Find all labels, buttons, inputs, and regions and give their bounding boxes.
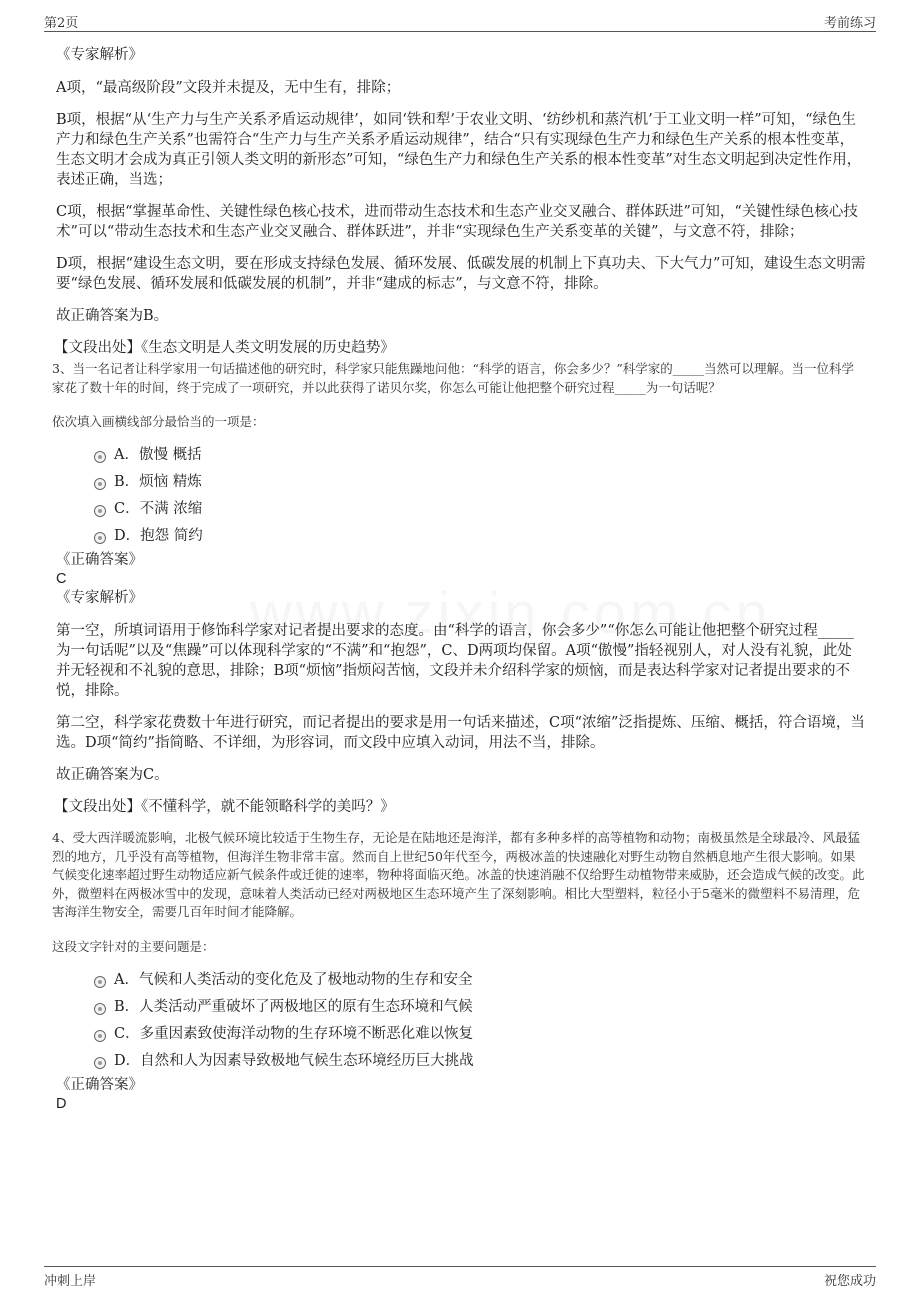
question-3-text: 3、当一名记者让科学家用一句话描述他的研究时，科学家只能焦躁地问他：“科学的语言，你会多少？”科学家的_____当然可以理解。当一位科学家花了数十年的时间，终于完成了一项研究，并以此获得了诺贝尔奖，你怎么可能让他把整个研究过程_____为一句话呢？ — [52, 361, 854, 395]
option-b[interactable]: B．烦恼 精炼 — [94, 472, 866, 499]
analysis-para: A项，“最高级阶段”文段并未提及，无中生有，排除； — [56, 80, 401, 96]
question-4-prompt: 这段文字针对的主要问题是： — [52, 938, 215, 954]
correct-answer-label: 《正确答案》 — [56, 1076, 143, 1093]
source-citation: 【文段出处】《生态文明是人类文明发展的历史趋势》 — [54, 340, 395, 356]
expert-analysis-label: 《专家解析》 — [56, 47, 143, 63]
analysis-para: 第二空，科学家花费数十年进行研究，而记者提出的要求是用一句话来描述，C项“浓缩”泛指提炼、压缩、概括，符合语境，当选。D项“简约”指简略、不详细，为形容词，而文段中应填入动词，用法不当，排除。 — [56, 715, 865, 751]
answer-statement: 故正确答案为B。 — [56, 308, 169, 324]
expert-analysis-label: 《专家解析》 — [56, 590, 143, 606]
analysis-para: D项，根据“建设生态文明，要在形成支持绿色发展、循环发展、低碳发展的机制上下真功夫、下大气力”可知，建设生态文明需要“绿色发展、循环发展和低碳发展的机制”，并非“建成的标志”，与文意不符，排除。 — [56, 256, 866, 292]
radio-icon[interactable] — [94, 478, 106, 490]
radio-icon[interactable] — [94, 976, 106, 988]
answer-statement: 故正确答案为C。 — [56, 767, 169, 783]
option-d[interactable]: D．抱怨 简约 — [94, 526, 866, 553]
option-a[interactable]: A．气候和人类活动的变化危及了极地动物的生存和安全 — [94, 970, 866, 997]
radio-icon[interactable] — [94, 1030, 106, 1042]
footer-left-text: 冲刺上岸 — [44, 1274, 97, 1289]
question-4-text: 4、受大西洋暖流影响，北极气候环境比较适于生物生存，无论是在陆地还是海洋，都有多种多样的高等植物和动物；南极虽然是全球最冷、风最猛烈的地方，几乎没有高等植物，但海洋生物非常丰富。然而自上世纪50年代至今，两极冰盖的快速融化对野生动物自然栖息地产生很大影响。如果气候变化速率超过野生动物适应新气候条件或迁徙的速率，物种将面临灭绝。冰盖的快速消融不仅给野生动植物带来威胁，还会造成气候的改变。此外，微塑料在两极冰雪中的发现，意味着人类活动已经对两极地区生态环境产生了深刻影响。相比大型塑料，粒径小于5毫米的微塑料不易清理，危害海洋生物安全，需要几百年时间才能降解。 — [52, 830, 865, 919]
radio-icon[interactable] — [94, 1057, 106, 1069]
correct-answer-label: 《正确答案》 — [56, 552, 143, 568]
analysis-para: B项，根据“从‘生产力与生产关系矛盾运动规律’，如同‘铁和犁’于农业文明、‘纺纱机和蒸汽机’于工业文明一样”可知，“绿色生产力和绿色生产关系”也需符合“生产力与生产关系矛盾运动规律”，结合“只有实现绿色生产力和绿色生产关系的根本性变革，生态文明才会成为真正引领人类文明的新形态”可知，“绿色生产力和绿色生产关系的根本性变革”对生态文明起到决定性作用，表述正确，当选； — [56, 112, 862, 188]
radio-icon[interactable] — [94, 532, 106, 544]
option-d[interactable]: D．自然和人为因素导致极地气候生态环境经历巨大挑战 — [94, 1051, 866, 1078]
option-c[interactable]: C．不满 浓缩 — [94, 499, 866, 526]
analysis-para: 第一空，所填词语用于修饰科学家对记者提出要求的态度。由“科学的语言，你会多少”“你怎么可能让他把整个研究过程_____为一句话呢”以及“焦躁”可以体现科学家的“不满”和“抱怨”，C、D两项均保留。A项“傲慢”指轻视别人，对人没有礼貌，此处并无轻视和不礼貌的意思，排除；B项“烦恼”指烦闷苦恼，文段并未介绍科学家的烦恼，而是表达科学家对记者提出要求的不悦，排除。 — [56, 623, 854, 699]
page-number: 第2页 — [44, 16, 79, 31]
source-citation: 【文段出处】《不懂科学，就不能领略科学的美吗？》 — [54, 799, 395, 815]
radio-icon[interactable] — [94, 451, 106, 463]
page-header — [44, 10, 876, 32]
option-a[interactable]: A．傲慢 概括 — [94, 445, 866, 472]
analysis-para: C项，根据“掌握革命性、关键性绿色核心技术，进而带动生态技术和生态产业交叉融合、群体跃进”可知，“关键性绿色核心技术”可以“带动生态技术和生态产业交叉融合、群体跃进”，并非“实现绿色生产关系变革的关键”，与文意不符，排除； — [56, 204, 858, 240]
radio-icon[interactable] — [94, 1003, 106, 1015]
correct-answer: D — [56, 1095, 67, 1112]
radio-icon[interactable] — [94, 505, 106, 517]
option-b[interactable]: B．人类活动严重破坏了两极地区的原有生态环境和气候 — [94, 997, 866, 1024]
question-3-options — [54, 445, 866, 553]
option-c[interactable]: C．多重因素致使海洋动物的生存环境不断恶化难以恢复 — [94, 1024, 866, 1051]
page-footer — [44, 1266, 876, 1288]
question-3-prompt: 依次填入画横线部分最恰当的一项是： — [52, 414, 265, 429]
document-body — [54, 42, 866, 1114]
correct-answer: C — [56, 571, 67, 587]
footer-right-text: 祝您成功 — [823, 1274, 876, 1289]
header-title: 考前练习 — [823, 16, 876, 31]
question-4-options — [54, 970, 866, 1078]
